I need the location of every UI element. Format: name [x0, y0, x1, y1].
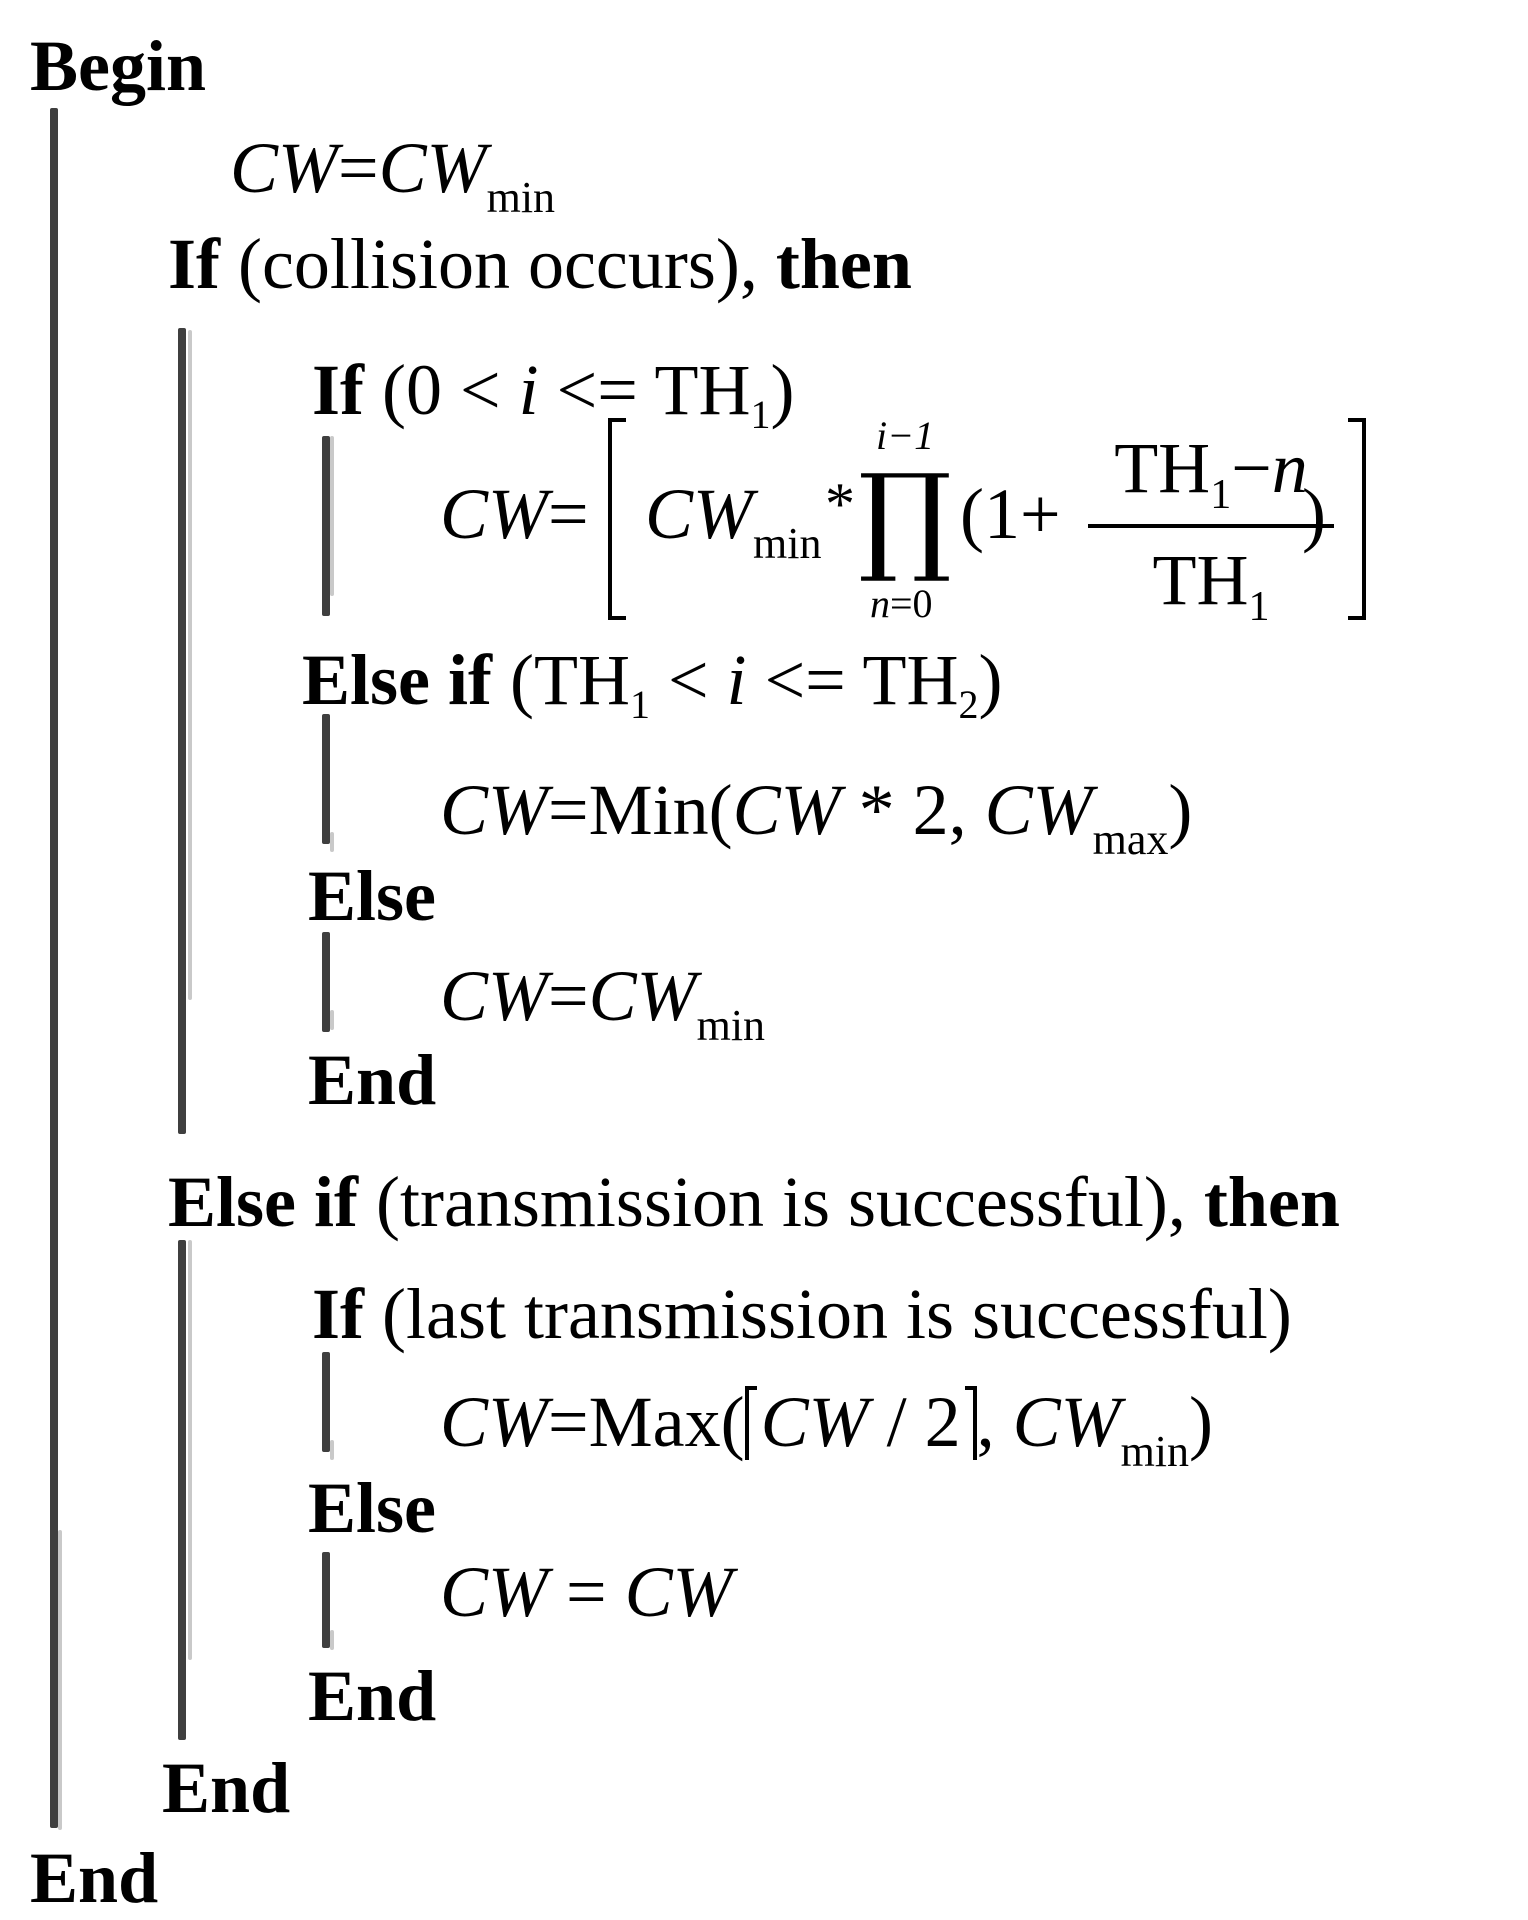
ceiling-bracket-left	[608, 418, 626, 620]
else2-block-bar-shadow	[330, 1630, 334, 1650]
elseif1-close: )	[978, 640, 1003, 720]
collision-if-line	[168, 224, 912, 304]
else2-keyword: Else	[308, 1468, 437, 1548]
end-line	[30, 1838, 159, 1918]
formula-cw: CW	[645, 474, 753, 554]
if1-line	[312, 350, 795, 437]
denominator-sub: 1	[1248, 584, 1270, 630]
max-eq: =	[548, 1382, 589, 1462]
fraction-numerator	[1090, 428, 1332, 518]
elseif1-rel: <= TH	[746, 640, 959, 720]
if1-sub: 1	[750, 392, 771, 437]
collision-block-bar-shadow	[188, 330, 192, 1000]
success-then-keyword: then	[1203, 1162, 1340, 1242]
end-keyword: End	[30, 1838, 159, 1918]
success-block-bar-shadow	[188, 1240, 192, 1660]
reset-assignment	[440, 956, 766, 1050]
init-rhs-sub: min	[486, 173, 556, 222]
min-arg1: CW	[732, 770, 841, 850]
numerator-var: n	[1271, 428, 1308, 508]
formula-open-paren: (1+	[960, 474, 1061, 554]
keep-assignment	[440, 1552, 733, 1632]
formula-lhs	[440, 474, 589, 554]
keep-lhs: CW	[440, 1552, 548, 1632]
if1-keyword: If	[312, 350, 364, 430]
keep-eq: =	[548, 1552, 625, 1632]
collision-if-keyword: If	[168, 224, 220, 304]
fraction-denominator	[1090, 540, 1332, 630]
if2-keyword: If	[312, 1274, 364, 1354]
max-arg2: CW	[1012, 1382, 1121, 1462]
elseif1-var: i	[726, 640, 747, 720]
formula-eq: =	[548, 474, 589, 554]
min-arg2: CW	[984, 770, 1093, 850]
else1-block-bar	[322, 932, 330, 1032]
elseif1-lt: <	[649, 640, 727, 720]
keep-rhs: CW	[624, 1552, 733, 1632]
elseif1-keyword: Else if	[302, 640, 492, 720]
end-outer-keyword: End	[162, 1748, 291, 1828]
end1-line	[308, 1040, 437, 1120]
reset-lhs: CW	[440, 956, 548, 1036]
else1-keyword: Else	[308, 856, 437, 936]
ceiling-left	[745, 1386, 757, 1460]
formula-cwmin	[645, 474, 822, 568]
begin-line	[30, 26, 207, 106]
max-fn: Max(	[588, 1382, 745, 1462]
min-assignment	[440, 770, 1193, 864]
else2-block-bar	[322, 1552, 330, 1648]
init-assignment	[230, 128, 556, 222]
end2-line	[308, 1656, 437, 1736]
elseif1-line	[302, 640, 1003, 727]
end2-keyword: End	[308, 1656, 437, 1736]
max-close: )	[1189, 1382, 1214, 1462]
end1-keyword: End	[308, 1040, 437, 1120]
init-eq: =	[338, 128, 379, 208]
backoff-product-formula	[440, 413, 1370, 630]
max-comma: ,	[976, 1382, 1013, 1462]
elseif1-open: (TH	[491, 640, 630, 720]
if1-rel: <= TH	[538, 350, 751, 430]
if1-open: (0 <	[364, 350, 519, 430]
formula-cw-sub: min	[753, 519, 822, 568]
reset-rhs-sub: min	[696, 1001, 766, 1050]
max-div: / 2	[868, 1382, 961, 1462]
collision-then-keyword: then	[775, 224, 912, 304]
if1-block-bar	[322, 436, 330, 616]
product-lower-rest: =0	[890, 581, 933, 626]
init-lhs: CW	[230, 128, 338, 208]
min-lhs: CW	[440, 770, 548, 850]
if2-block-bar-shadow	[330, 1440, 334, 1460]
numerator-sub: 1	[1210, 472, 1232, 518]
elseif1-sub1: 1	[629, 682, 650, 727]
elseif1-sub2: 2	[958, 682, 979, 727]
ceiling-bracket-right	[1348, 418, 1366, 620]
product-lower-limit	[870, 581, 933, 626]
success-elseif-keyword: Else if	[168, 1162, 358, 1242]
begin-block-bar-shadow	[58, 1530, 62, 1830]
numerator-minus: −	[1231, 428, 1272, 508]
min-close: )	[1168, 770, 1193, 850]
min-arg2-sub: max	[1092, 815, 1169, 864]
max-arg1: CW	[760, 1382, 869, 1462]
max-lhs: CW	[440, 1382, 548, 1462]
else1-line	[308, 856, 437, 936]
elseif1-block-bar-shadow	[330, 832, 334, 852]
formula-lhs-cw: CW	[440, 474, 548, 554]
if1-var: i	[518, 350, 539, 430]
min-eq: =	[548, 770, 589, 850]
min-mid: * 2,	[840, 770, 985, 850]
denominator-th: TH	[1152, 540, 1249, 620]
collision-block-bar	[178, 328, 186, 1134]
ceiling-right	[965, 1386, 977, 1460]
max-assignment	[440, 1382, 1214, 1476]
else1-block-bar-shadow	[330, 1010, 334, 1030]
end-outer-line	[162, 1748, 291, 1828]
if2-line	[312, 1274, 1292, 1354]
init-rhs: CW	[378, 128, 487, 208]
max-arg2-sub: min	[1120, 1427, 1190, 1476]
begin-block-bar	[50, 108, 58, 1828]
success-condition: (transmission is successful),	[357, 1162, 1204, 1242]
if1-close: )	[770, 350, 795, 430]
product-symbol: ∏	[858, 448, 952, 586]
reset-rhs: CW	[588, 956, 697, 1036]
product-lower-var: n	[870, 581, 890, 626]
else2-line	[308, 1468, 437, 1548]
product-upper-limit: i−1	[876, 413, 935, 458]
success-elseif-line	[168, 1162, 1340, 1242]
numerator-th: TH	[1114, 428, 1211, 508]
formula-close-paren: )	[1302, 474, 1326, 554]
fraction-rule	[1088, 524, 1334, 528]
if2-block-bar	[322, 1352, 330, 1452]
success-block-bar	[178, 1240, 186, 1740]
formula-star: *	[825, 471, 855, 537]
begin-keyword: Begin	[30, 26, 207, 106]
min-fn: Min(	[588, 770, 733, 850]
reset-eq: =	[548, 956, 589, 1036]
collision-condition: (collision occurs),	[220, 224, 776, 304]
if1-block-bar-shadow	[330, 436, 334, 596]
if2-condition: (last transmission is successful)	[364, 1274, 1292, 1354]
elseif1-block-bar	[322, 714, 330, 844]
